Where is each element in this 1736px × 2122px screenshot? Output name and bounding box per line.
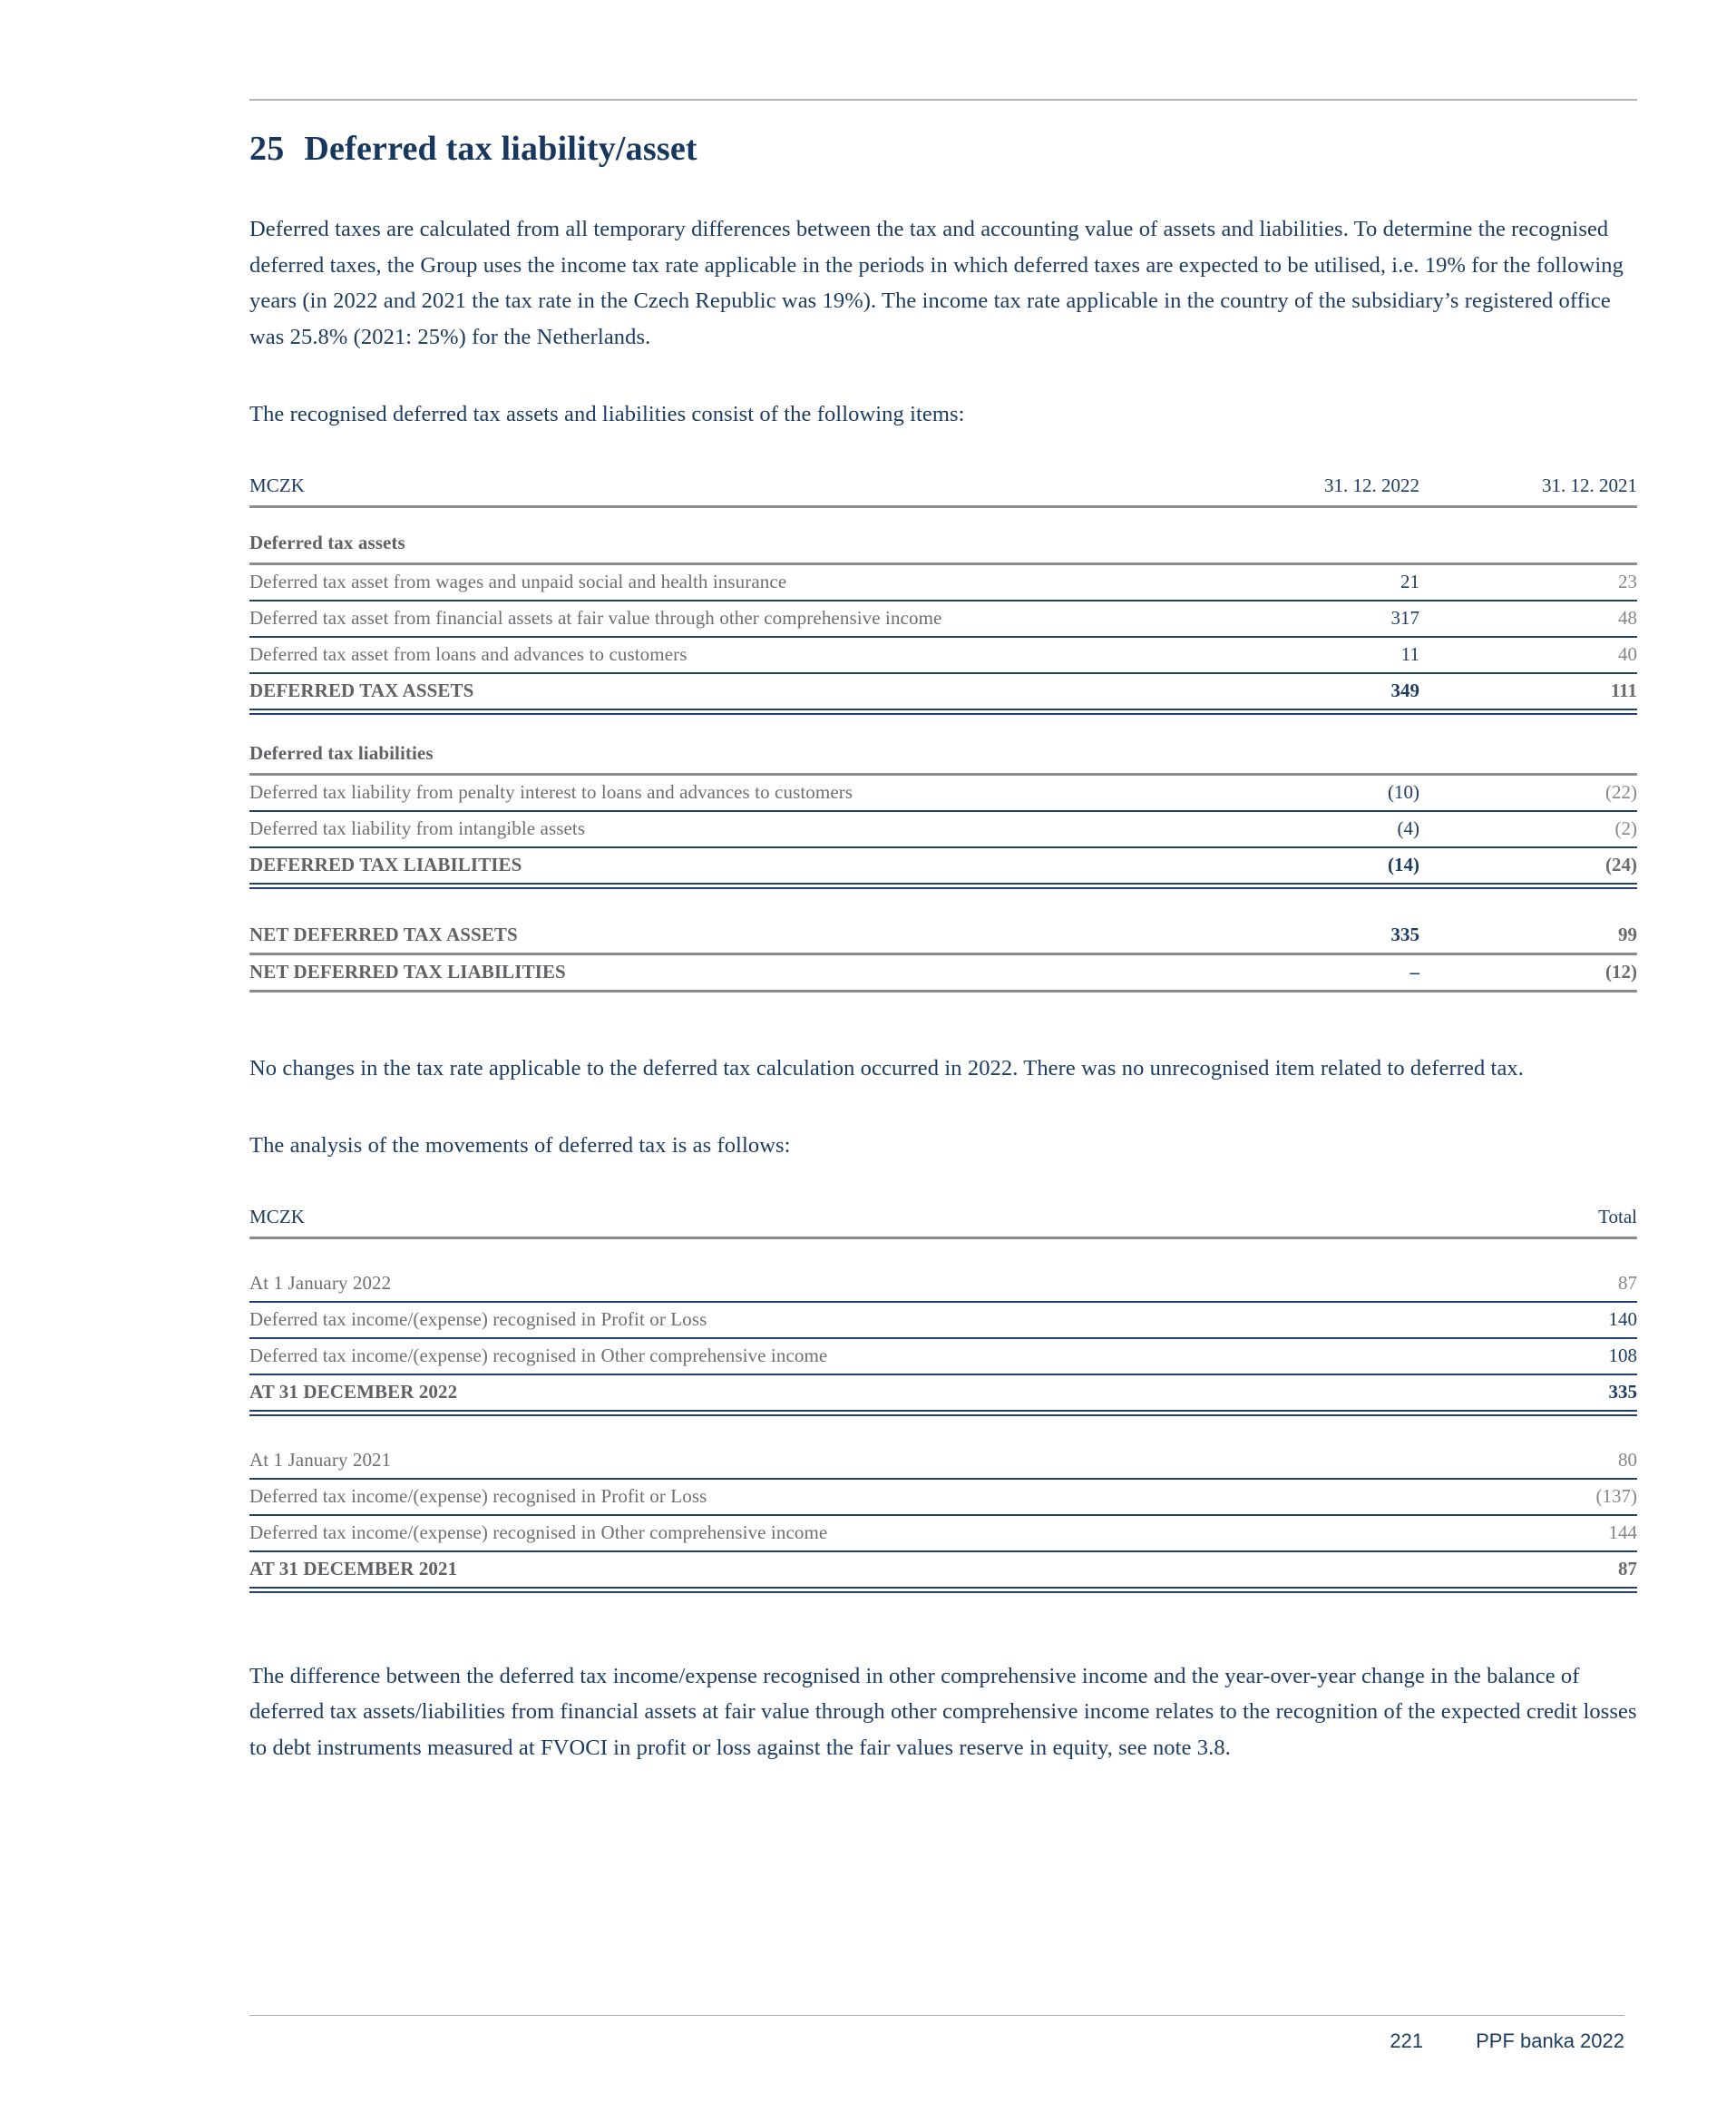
table-row — [249, 1266, 1637, 1303]
row-label: At 1 January 2022 — [249, 1271, 392, 1294]
table-row — [249, 1443, 1637, 1480]
table-row — [249, 1303, 1637, 1339]
table-row — [249, 1339, 1637, 1375]
row-label: Deferred tax income/(expense) recognised in Other comprehensive income — [249, 1521, 828, 1543]
section-header-assets — [249, 532, 1637, 565]
row-label: Deferred tax asset from wages and unpaid social and health insurance — [249, 570, 787, 592]
table-row — [249, 812, 1637, 848]
content-column — [249, 99, 1637, 1765]
value-total: 144 — [1608, 1521, 1637, 1543]
deferred-tax-balances-table — [249, 474, 1637, 993]
table-row — [249, 638, 1637, 674]
total-row-deferred-tax-liabilities — [249, 848, 1637, 885]
row-label: Deferred tax income/(expense) recognised in Profit or Loss — [249, 1307, 707, 1330]
value-2021: 111 — [1610, 679, 1637, 701]
intro-paragraph: Deferred taxes are calculated from all temporary differences between the tax and accounting value of assets and liabilities. To determine the recognised deferred taxes, the Group uses the income tax rate applicable in the periods in which deferred taxes are expected to be utilised, i.e. 19% for the following years (in 2022 and 2021 the tax rate in the Czech Republic was 19%). The income tax rate applicable in the country of the subsidiary’s registered office was 25.8% (2021: 25%) for the Netherlands. — [249, 217, 1624, 349]
section-title-text: Deferred tax liability/asset — [304, 130, 697, 168]
value-2021: (2) — [1614, 817, 1637, 839]
row-label: Deferred tax asset from loans and advances to customers — [249, 642, 688, 665]
unit-label: MCZK — [249, 1205, 306, 1227]
value-2022: 317 — [1390, 606, 1419, 629]
analysis-intro-paragraph: The analysis of the movements of deferred tax is as follows: — [249, 1133, 791, 1158]
row-label: AT 31 DECEMBER 2022 — [249, 1380, 458, 1403]
value-2021: (22) — [1605, 780, 1637, 803]
row-label: Deferred tax income/(expense) recognised in Profit or Loss — [249, 1484, 707, 1507]
table-row — [249, 776, 1637, 812]
row-label: DEFERRED TAX ASSETS — [249, 679, 474, 701]
row-label: Deferred tax income/(expense) recognised in Other comprehensive income — [249, 1344, 828, 1366]
net-deferred-tax-assets-row — [249, 918, 1637, 955]
row-label: Deferred tax asset from financial assets at fair value through other comprehensive income — [249, 606, 942, 629]
value-total: 140 — [1608, 1307, 1637, 1330]
value-2021: (24) — [1605, 853, 1637, 875]
closing-paragraph: The difference between the deferred tax income/expense recognised in other comprehensive income and the year-over-year change in the balance of deferred tax assets/liabilities from financial assets at fair value through other comprehensive income relates to the recognition of the expected credit losses to debt instruments measured at FVOCI in profit or loss against the fair values reserve in equity, see note 3.8. — [249, 1663, 1637, 1760]
table-row — [249, 1480, 1637, 1516]
value-total: 335 — [1608, 1380, 1637, 1403]
double-rule — [249, 1589, 1637, 1593]
row-label: At 1 January 2021 — [249, 1448, 392, 1471]
value-2021: 40 — [1618, 642, 1637, 665]
value-2022: (14) — [1388, 853, 1419, 875]
table-row — [249, 1516, 1637, 1552]
value-2021: 99 — [1618, 923, 1637, 945]
no-changes-paragraph: No changes in the tax rate applicable to the deferred tax calculation occurred in 2022. There was no unrecognised item related to deferred tax. — [249, 1055, 1524, 1081]
row-label: NET DEFERRED TAX ASSETS — [249, 923, 518, 945]
value-total: 108 — [1608, 1344, 1637, 1366]
table-row — [249, 601, 1637, 638]
table-header-row — [249, 1206, 1637, 1239]
brand-text: PPF banka 2022 — [1476, 2029, 1624, 2052]
page-footer — [249, 2015, 1624, 2053]
section-header-liabilities — [249, 742, 1637, 776]
value-2021: 23 — [1618, 570, 1637, 592]
top-divider — [249, 99, 1637, 101]
value-2022: 11 — [1400, 642, 1419, 665]
row-label: DEFERRED TAX LIABILITIES — [249, 853, 522, 875]
table-header-row — [249, 474, 1637, 508]
value-total: (137) — [1595, 1484, 1637, 1507]
column-header-2021: 31. 12. 2021 — [1542, 474, 1637, 496]
value-2022: 349 — [1390, 679, 1419, 701]
value-2022: (10) — [1388, 780, 1419, 803]
page-number: 221 — [1390, 2029, 1424, 2052]
section-number: 25 — [249, 130, 285, 168]
total-row-31-december-2022 — [249, 1375, 1637, 1412]
double-rule — [249, 1412, 1637, 1416]
total-row-31-december-2021 — [249, 1552, 1637, 1589]
value-2022: 335 — [1390, 923, 1419, 945]
table-row — [249, 565, 1637, 601]
value-total: 80 — [1618, 1448, 1637, 1471]
double-rule — [249, 885, 1637, 889]
total-row-deferred-tax-assets — [249, 674, 1637, 710]
row-label: AT 31 DECEMBER 2021 — [249, 1557, 458, 1579]
items-intro-paragraph: The recognised deferred tax assets and liabilities consist of the following items: — [249, 402, 965, 426]
section-label: Deferred tax liabilities — [249, 741, 434, 764]
net-deferred-tax-liabilities-row — [249, 955, 1637, 993]
deferred-tax-movements-table — [249, 1206, 1637, 1593]
row-label: Deferred tax liability from intangible assets — [249, 817, 586, 839]
value-total: 87 — [1618, 1557, 1637, 1579]
value-2021: 48 — [1618, 606, 1637, 629]
column-header-total: Total — [1598, 1205, 1637, 1227]
page-title — [249, 128, 1637, 170]
value-2022: (4) — [1397, 817, 1419, 839]
row-label: Deferred tax liability from penalty interest to loans and advances to customers — [249, 780, 853, 803]
section-label: Deferred tax assets — [249, 531, 405, 553]
double-rule — [249, 710, 1637, 715]
value-2021: (12) — [1605, 960, 1637, 983]
value-2022: 21 — [1400, 570, 1419, 592]
value-2022: – — [1409, 960, 1419, 983]
row-label: NET DEFERRED TAX LIABILITIES — [249, 960, 566, 983]
column-header-2022: 31. 12. 2022 — [1324, 474, 1419, 496]
value-total: 87 — [1618, 1271, 1637, 1294]
unit-label: MCZK — [249, 474, 306, 496]
